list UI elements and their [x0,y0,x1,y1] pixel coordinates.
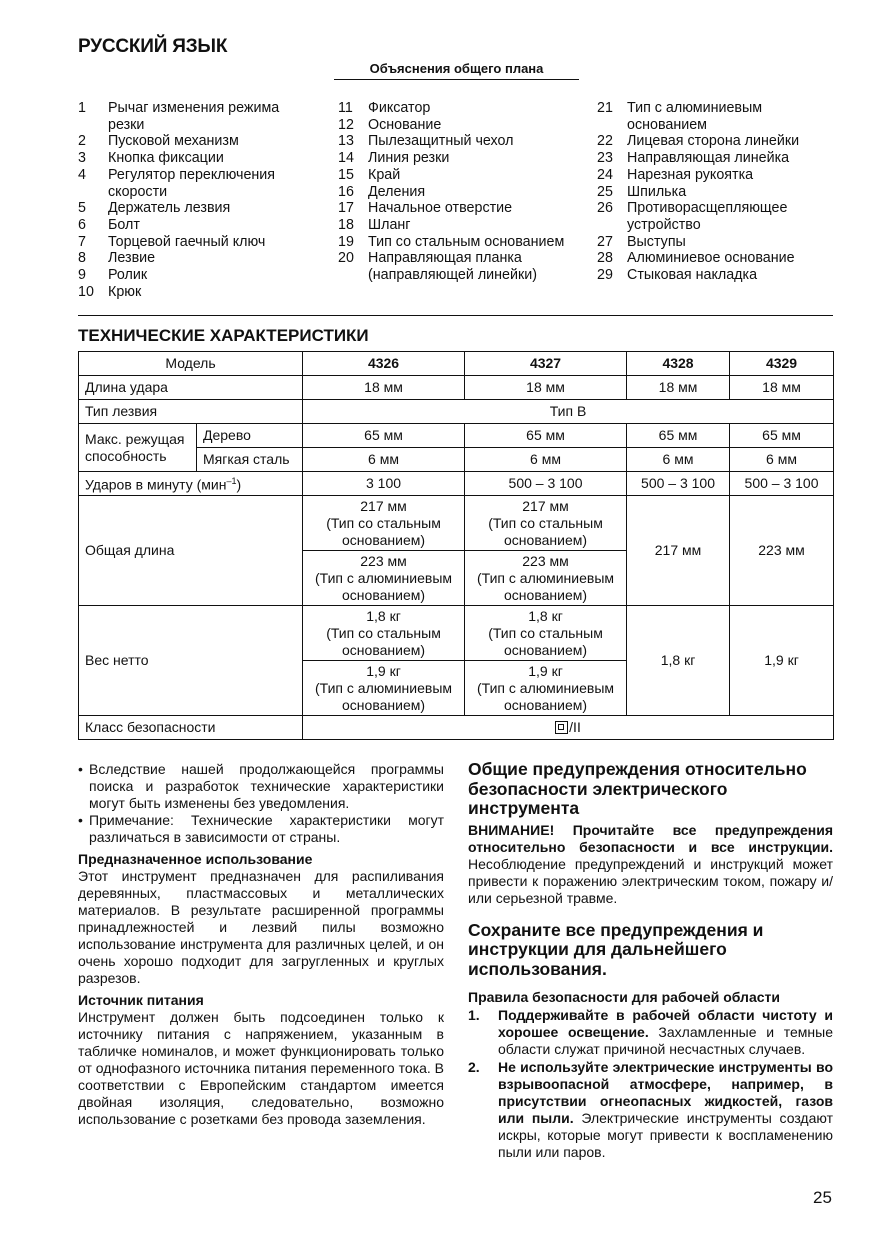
section-divider [78,315,833,316]
legend-item: 22 Лицевая сторона линейки [597,133,800,150]
stroke-label: Длина удара [79,376,303,400]
specs-title: ТЕХНИЧЕСКИЕ ХАРАКТЕРИСТИКИ [78,326,369,345]
table-cell: 1,9 кг [730,606,834,716]
explanation-title: Объяснения общего плана [334,61,579,80]
table-cell: 223 мм (Тип с алюминиевым основанием) [303,551,465,606]
legend-item: 8 Лезвие [78,250,156,267]
model-label: Модель [79,352,303,376]
length-label: Общая длина [79,496,303,606]
safety-value: /II [303,716,834,740]
legend-column-2 [338,100,578,284]
right-text-column [468,760,833,1161]
legend-item: 17 Начальное отверстие [338,200,513,217]
table-row [79,376,834,400]
table-cell: 223 мм [730,496,834,606]
blade-label: Тип лезвия [79,400,303,424]
legend-item: 27 Выступы [597,233,686,250]
table-cell: 1,8 кг (Тип со стальным основанием) [465,606,627,661]
table-cell: 18 мм [730,376,834,400]
legend-item: 15 Край [338,166,401,183]
table-cell: 500 – 3 100 [465,472,627,496]
legend-item: 16 Деления [338,183,426,200]
table-cell: 65 мм [627,424,730,448]
table-cell: 1,8 кг [627,606,730,716]
legend-item: 12 Основание [338,116,442,133]
legend-item: 4 Регулятор переключения скорости [78,166,276,200]
list-item: 2. Не используйте электрические инструменты во взрывоопасной атмосфере, например, в присутствии огнеопасных жидкостей, газов или пыли. Электрические инструменты создают искры, которые могут привести к воспламенению пыли или паров. [468,1059,833,1160]
left-text-column [78,761,444,1128]
model-4327: 4327 [465,352,627,376]
legend-item: 3 Кнопка фиксации [78,150,224,167]
table-cell: 1,8 кг (Тип со стальным основанием) [303,606,465,661]
language-title: РУССКИЙ ЯЗЫК [78,36,228,57]
table-row [79,400,834,424]
legend-item: 5 Держатель лезвия [78,200,231,217]
list-item: 1. Поддерживайте в рабочей области чистоту и хорошее освещение. Захламленные и темные области служат причиной несчастных случаев. [468,1007,833,1057]
legend-item: 13 Пылезащитный чехол [338,133,514,150]
table-cell: 500 – 3 100 [627,472,730,496]
legend-item: 25 Шпилька [597,183,687,200]
legend-item: 7 Торцевой гаечный ключ [78,233,266,250]
legend-item: 21 Тип с алюминиевым основанием [597,100,763,133]
table-cell: 6 мм [730,448,834,472]
table-cell: 217 мм [627,496,730,606]
model-4326: 4326 [303,352,465,376]
table-cell: 18 мм [465,376,627,400]
legend-item: 23 Направляющая линейка [597,150,790,167]
work-area-heading: Правила безопасности для рабочей области [468,989,780,1005]
double-insulation-icon [555,721,568,734]
table-row [79,352,834,376]
legend-item: 2 Пусковой механизм [78,133,239,150]
warning-paragraph: ВНИМАНИЕ! Прочитайте все предупреждения относительно безопасности и все инструкции. Несоблюдение предупреждений и инструкций может привести к поражению электрическим током, пожару и/или серьезной травме. [468,821,833,906]
steel-label: Мягкая сталь [197,448,303,472]
save-instructions-heading: Сохраните все предупреждения и инструкции для дальнейшего использования. [468,919,764,979]
legend-column-3 [597,100,837,284]
page-number: 25 [813,1188,832,1207]
legend-item: 20 Направляющая планка (направляющей линейки) [338,250,538,284]
table-row [79,606,834,661]
power-supply-text: Инструмент должен быть подсоединен только к источнику питания с напряжением, указанным в табличке номиналов, и может функционировать только от однофазного источника питания переменного тока. В соответствии с Европейским стандартом имеется двойная изоляция, следовательно, возможно использование с розетками без провода заземления. [78,1009,444,1127]
blade-value: Тип B [303,400,834,424]
weight-label: Вес нетто [79,606,303,716]
legend-item: 29 Стыковая накладка [597,267,758,284]
safety-label: Класс безопасности [79,716,303,740]
table-cell: 217 мм (Тип со стальным основанием) [465,496,627,551]
legend-column-1 [78,100,308,300]
legend-item: 9 Ролик [78,267,148,284]
legend-item: 1 Рычаг изменения режима резки [78,100,280,133]
table-cell: 18 мм [627,376,730,400]
list-item: • Вследствие нашей продолжающейся программы поиска и разработок технические характеристики могут быть изменены без уведомления. [78,761,444,811]
specs-table [78,351,834,740]
model-4329: 4329 [730,352,834,376]
power-supply-heading: Источник питания [78,992,204,1008]
wood-label: Дерево [197,424,303,448]
legend-item: 14 Линия резки [338,150,450,167]
legend-item: 10 Крюк [78,283,142,300]
table-cell: 65 мм [465,424,627,448]
table-cell: 65 мм [303,424,465,448]
table-cell: 6 мм [303,448,465,472]
legend-item: 6 Болт [78,216,140,233]
table-cell: 6 мм [465,448,627,472]
table-cell: 18 мм [303,376,465,400]
list-item: • Примечание: Технические характеристики могут различаться в зависимости от страны. [78,812,444,845]
legend-item: 19 Тип со стальным основанием [338,233,565,250]
table-cell: 1,9 кг (Тип с алюминиевым основанием) [303,661,465,716]
legend-item: 26 Противорасщепляющее устройство [597,200,788,233]
table-row [79,424,834,448]
table-cell: 223 мм (Тип с алюминиевым основанием) [465,551,627,606]
intended-use-heading: Предназначенное использование [78,851,313,867]
table-cell: 65 мм [730,424,834,448]
legend-item: 24 Нарезная рукоятка [597,166,754,183]
table-row [79,496,834,551]
spm-label: Ударов в минуту (мин$^{-1}$) [79,472,303,496]
general-safety-heading: Общие предупреждения относительно безопасности электрического инструмента [468,759,807,818]
intended-use-text: Этот инструмент предназначен для распиливания деревянных, пластмассовых и металлических материалов. В результате расширенной программы принадлежностей и лезвий пилы возможно использование инструмента для различных целей, и он очень хорошо подходит для загругленных и круглых разрезов. [78,868,444,986]
table-row [79,716,834,740]
table-cell: 217 мм (Тип со стальным основанием) [303,496,465,551]
table-cell: 6 мм [627,448,730,472]
table-cell: 3 100 [303,472,465,496]
legend-item: 28 Алюминиевое основание [597,250,795,267]
table-cell: 500 – 3 100 [730,472,834,496]
legend-item: 11 Фиксатор [338,100,431,116]
legend-item: 18 Шланг [338,216,411,233]
capacity-label: Макс. режущая способность [79,424,197,472]
table-cell: 1,9 кг (Тип с алюминиевым основанием) [465,661,627,716]
model-4328: 4328 [627,352,730,376]
table-row [79,472,834,496]
